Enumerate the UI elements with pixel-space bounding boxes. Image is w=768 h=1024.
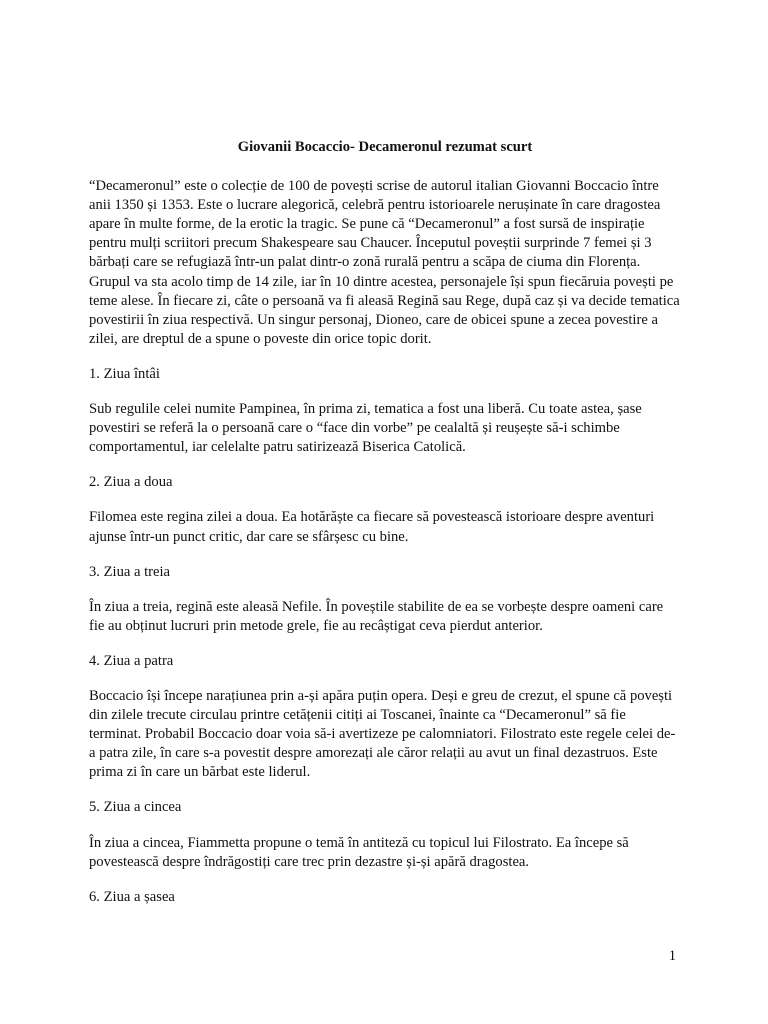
section-heading-day-5: 5. Ziua a cincea [89, 799, 182, 816]
section-heading-day-3: 3. Ziua a treia [89, 563, 171, 580]
section-heading-day-4: 4. Ziua a patra [89, 652, 174, 669]
intro-paragraph: “Decameronul” este o colecție de 100 de povești scrise de autorul italian Giovanni Boccacio între anii 1350 și 1353. Este o lucrare alegorică, celebră pentru istorioarele nerușinate în care dragostea apare în multe forme, de la erotic la tragic. Se pune că “Decameronul” a fost sursă de inspirație pentru mulți scriitori precum Shakespeare sau Chaucer. Începutul poveștii surprinde 7 femei și 3 bărbați care se refugiază într-un palat dintr-o zonă rurală pentru a scăpa de ciuma din Florența. Grupul va sta acolo timp de 14 zile, iar în 10 dintre acestea, personajele își spun fiecăruia povești pe teme alese. În fiecare zi, câte o persoană va fi aleasă Regină sau Rege, după caz și va decide tematica povestirii în ziua respectivă. Un singur personaj, Dioneo, care de obicei spune a zecea povestire a zilei, are dreptul de a spune o poveste din orice topic dorit. [89, 178, 680, 347]
section-text-day-4: Boccacio își începe narațiunea prin a-și apăra puțin opera. Deși e greu de crezut, el spune că povești din zilele trecute circulau printre cetățenii citiți ai Toscanei, înainte ca “Decameronul” să fie terminat. Probabil Boccacio doar voia să-i avertizeze pe calomniatori. Filostrato este regele celei de-a patra zile, în care s-a povestit despre amorezați ale căror relații au avut un final dezastruos. Este prima zi în care un bărbat este liderul. [89, 687, 676, 781]
section-text-day-1: Sub regulile celei numite Pampinea, în prima zi, tematica a fost una liberă. Cu toate astea, șase povestiri se referă la o persoană care o “face din vorbe” pe cealaltă și reușește să-i schimbe comportamentul, iar celelalte patru satirizează Biserica Catolică. [89, 401, 642, 456]
section-text-day-3: În ziua a treia, regină este aleasă Nefile. În poveștile stabilite de ea se vorbește despre oameni care fie au obținut lucruri prin metode grele, fie au recâștigat ceva pierdut anterior. [89, 598, 664, 634]
section-heading-day-6: 6. Ziua a șasea [89, 888, 175, 905]
section-text-day-5: În ziua a cincea, Fiammetta propune o temă în antiteză cu topicul lui Filostrato. Ea începe să povestească despre îndrăgostiți care trec prin dezastre și-și apără dragostea. [89, 834, 629, 870]
document-body [89, 138, 681, 923]
section-heading-day-1: 1. Ziua întâi [89, 365, 160, 382]
page-number: 1 [668, 948, 676, 964]
section-text-day-2: Filomea este regina zilei a doua. Ea hotărăște ca fiecare să povestească istorioare despre aventuri ajunse într-un punct critic, dar care se sfârșesc cu bine. [89, 509, 655, 545]
document-title: Giovanii Bocaccio- Decameronul rezumat scurt [237, 139, 533, 155]
section-heading-day-2: 2. Ziua a doua [89, 474, 173, 491]
